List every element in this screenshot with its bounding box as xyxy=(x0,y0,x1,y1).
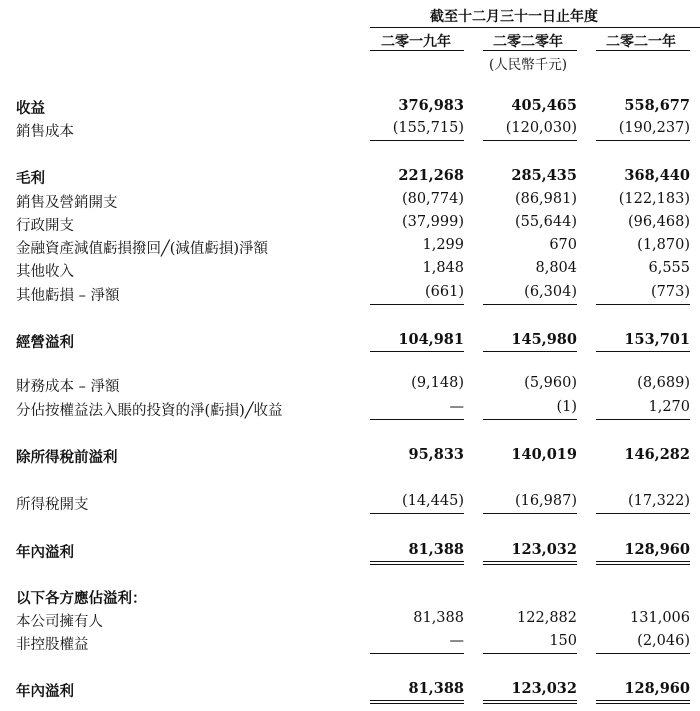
row-value-2020: 123,032 xyxy=(511,680,577,697)
row-label: 財務成本 – 淨額 xyxy=(16,379,120,395)
unit-label: (人民幣千元) xyxy=(488,57,568,73)
double-total-rule xyxy=(596,564,690,565)
total-rule xyxy=(370,304,464,305)
total-rule xyxy=(370,140,464,141)
double-total-rule xyxy=(483,564,577,565)
row-label: 所得稅開支 xyxy=(16,497,89,513)
year-2020: 二零二零年 xyxy=(493,34,563,50)
year-2021: 二零二一年 xyxy=(606,34,676,50)
row-label: 非控股權益 xyxy=(16,637,89,653)
row-label: 年內溢利 xyxy=(16,683,74,700)
row-value-2019: 221,268 xyxy=(398,167,464,184)
double-total-rule xyxy=(370,703,464,704)
row-value-2021: (773) xyxy=(651,284,690,300)
row-label: 分佔按權益法入賬的投資的淨(虧損)╱收益 xyxy=(16,403,283,419)
double-total-rule xyxy=(370,564,464,565)
row-value-2020: (55,644) xyxy=(514,214,577,230)
row-value-2020: (120,030) xyxy=(505,120,577,136)
total-rule xyxy=(483,700,577,701)
row-label: 銷售及營銷開支 xyxy=(16,195,118,211)
row-label: 行政開支 xyxy=(16,218,74,234)
row-value-2020: 150 xyxy=(549,633,577,649)
total-rule xyxy=(483,304,577,305)
total-rule xyxy=(483,561,577,562)
row-value-2019: (14,445) xyxy=(401,493,464,509)
row-value-2021: (122,183) xyxy=(618,191,690,207)
row-label: 收益 xyxy=(16,100,45,117)
row-label: 本公司擁有人 xyxy=(16,614,103,630)
total-rule xyxy=(483,351,577,352)
row-value-2020: 8,804 xyxy=(535,260,577,276)
total-rule xyxy=(370,513,464,514)
row-value-2019: 376,983 xyxy=(398,97,464,114)
row-value-2021: (96,468) xyxy=(627,214,690,230)
row-value-2019: 104,981 xyxy=(398,331,464,348)
total-rule xyxy=(370,351,464,352)
row-value-2019: 1,848 xyxy=(422,260,464,276)
row-value-2019: (80,774) xyxy=(401,191,464,207)
row-value-2021: 368,440 xyxy=(624,167,690,184)
row-value-2021: 146,282 xyxy=(624,446,690,463)
year-rule-2019 xyxy=(370,50,464,51)
row-value-2020: 140,019 xyxy=(511,446,577,463)
total-rule xyxy=(483,653,577,654)
row-value-2020: (5,960) xyxy=(524,375,577,391)
row-value-2021: 153,701 xyxy=(624,331,690,348)
total-rule xyxy=(483,513,577,514)
double-total-rule xyxy=(483,703,577,704)
year-rule-2020 xyxy=(483,50,577,51)
row-label: 年內溢利 xyxy=(16,544,74,561)
total-rule xyxy=(370,700,464,701)
total-rule xyxy=(596,140,690,141)
total-rule xyxy=(596,653,690,654)
row-label: 其他虧損 – 淨額 xyxy=(16,288,120,304)
total-rule xyxy=(370,653,464,654)
row-value-2020: 122,882 xyxy=(517,610,577,626)
row-value-2019: (661) xyxy=(425,284,464,300)
total-rule xyxy=(483,419,577,420)
row-value-2021: (1,870) xyxy=(637,237,690,253)
row-value-2020: (6,304) xyxy=(524,284,577,300)
row-value-2021: 558,677 xyxy=(624,97,690,114)
row-value-2019: (37,999) xyxy=(401,214,464,230)
row-label: 經營溢利 xyxy=(16,334,74,351)
year-rule-2021 xyxy=(596,50,690,51)
row-value-2019: 81,388 xyxy=(413,610,464,626)
row-value-2020: (1) xyxy=(556,399,577,415)
row-value-2019: — xyxy=(449,399,464,415)
row-value-2019: (9,148) xyxy=(411,375,464,391)
row-value-2019: 81,388 xyxy=(408,680,464,697)
row-label: 除所得稅前溢利 xyxy=(16,449,118,466)
total-rule xyxy=(370,419,464,420)
row-value-2019: 1,299 xyxy=(422,237,464,253)
total-rule xyxy=(596,419,690,420)
total-rule xyxy=(483,140,577,141)
row-label: 以下各方應佔溢利： xyxy=(16,590,147,607)
row-value-2021: (2,046) xyxy=(637,633,690,649)
row-value-2019: (155,715) xyxy=(392,120,464,136)
row-value-2020: 123,032 xyxy=(511,541,577,558)
row-value-2020: (16,987) xyxy=(514,493,577,509)
row-value-2021: 1,270 xyxy=(648,399,690,415)
row-value-2020: 145,980 xyxy=(511,331,577,348)
row-label: 銷售成本 xyxy=(16,124,74,140)
period-heading: 截至十二月三十一日止年度 xyxy=(430,9,598,25)
row-value-2020: 670 xyxy=(549,237,577,253)
row-value-2021: 6,555 xyxy=(648,260,690,276)
year-2019: 二零一九年 xyxy=(381,34,451,50)
row-value-2019: 81,388 xyxy=(408,541,464,558)
row-label: 金融資產減值虧損撥回╱(減值虧損)淨額 xyxy=(16,241,269,257)
total-rule xyxy=(370,561,464,562)
row-value-2021: 131,006 xyxy=(630,610,690,626)
row-value-2019: 95,833 xyxy=(408,446,464,463)
row-value-2021: (8,689) xyxy=(637,375,690,391)
total-rule xyxy=(596,351,690,352)
row-value-2021: 128,960 xyxy=(624,541,690,558)
row-value-2020: (86,981) xyxy=(514,191,577,207)
row-label: 其他收入 xyxy=(16,264,74,280)
total-rule xyxy=(596,304,690,305)
row-value-2020: 285,435 xyxy=(511,167,577,184)
row-value-2020: 405,465 xyxy=(511,97,577,114)
double-total-rule xyxy=(596,703,690,704)
total-rule xyxy=(596,561,690,562)
header-rule xyxy=(370,27,700,28)
total-rule xyxy=(596,513,690,514)
row-label: 毛利 xyxy=(16,170,45,187)
row-value-2019: — xyxy=(449,633,464,649)
row-value-2021: (190,237) xyxy=(618,120,690,136)
row-value-2021: 128,960 xyxy=(624,680,690,697)
row-value-2021: (17,322) xyxy=(627,493,690,509)
total-rule xyxy=(596,700,690,701)
